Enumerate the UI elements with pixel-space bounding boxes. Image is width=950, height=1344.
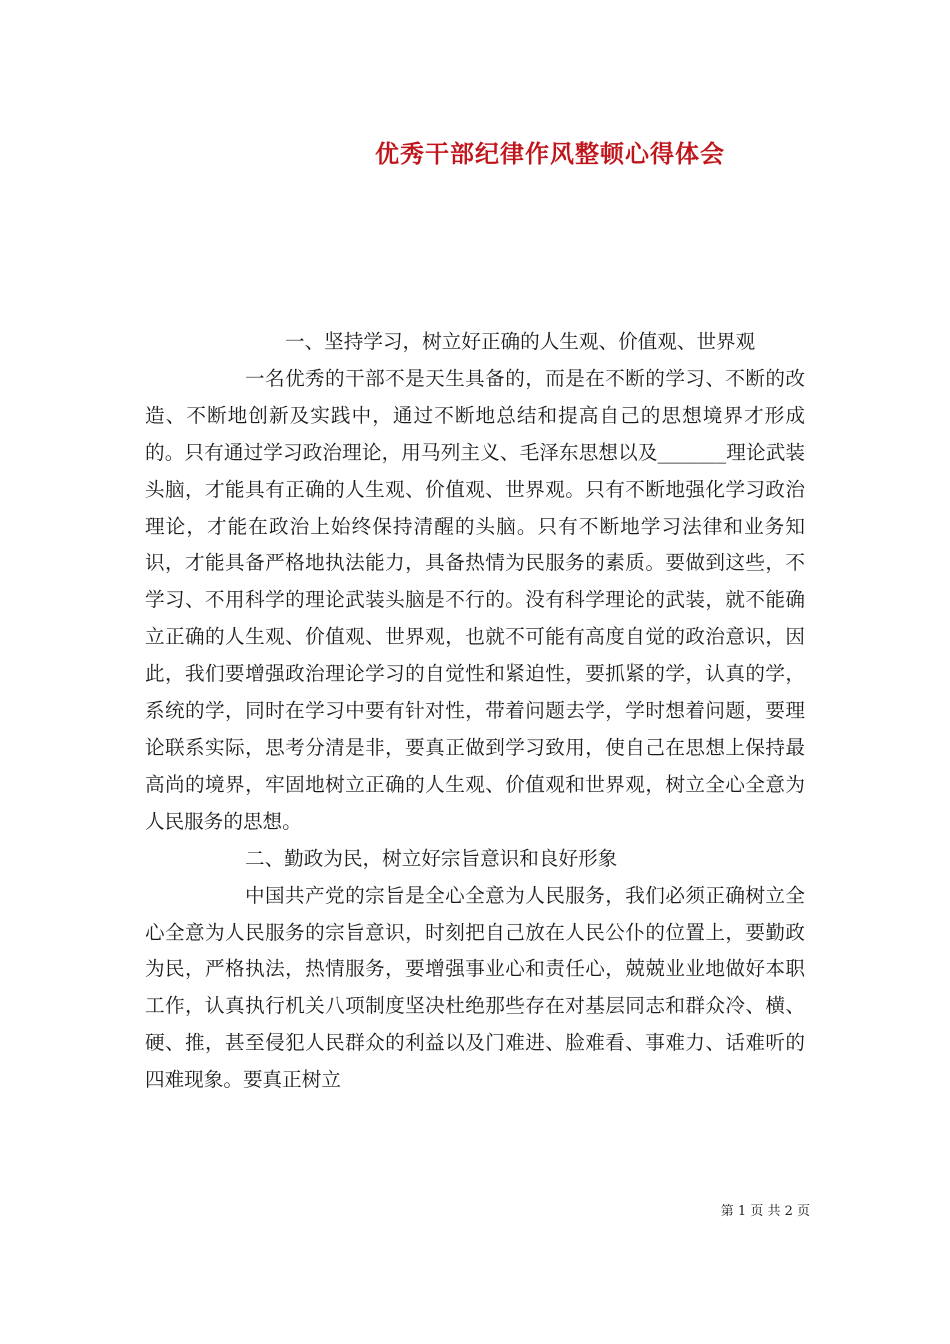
page-number-footer: 第 1 页 共 2 页 [720,1204,810,1219]
body-paragraph: 中国共产党的宗旨是全心全意为人民服务，我们必须正确树立全心全意为人民服务的宗旨意识，时刻把自己放在人民公仆的位置上，要勤政为民，严格执法，热情服务，要增强事业心和责任心，兢兢业业地做好本职工作，认真执行机关八项制度坚决杜绝那些存在对基层同志和群众冷、横、硬、推，甚至侵犯人民群众的利益以及门难进、脸难看、事难力、话难听的四难现象。要真正树立 [145,883,805,1092]
section-heading: 一、坚持学习，树立好正确的人生观、价值观、世界观 [285,330,756,353]
section-heading: 二、勤政为民，树立好宗旨意识和良好形象 [245,846,618,870]
document-body [145,324,805,1099]
page-title: 优秀干部纪律作风整顿心得体会 [375,139,725,168]
body-paragraph: 一名优秀的干部不是天生具备的，而是在不断的学习、不断的改造、不断地创新及实践中，通过不断地总结和提高自己的思想境界才形成的。只有通过学习政治理论，用马列主义、毛泽东思想以及_______理论武装头脑，才能具有正确的人生观、价值观、世界观。只有不断地强化学习政治理论，才能在政治上始终保持清醒的头脑。只有不断地学习法律和业务知识，才能具备严格地执法能力，具备热情为民服务的素质。要做到这些，不学习、不用科学的理论武装头脑是不行的。没有科学理论的武装，就不能确立正确的人生观、价值观、世界观，也就不可能有高度自觉的政治意识，因此，我们要增强政治理论学习的自觉性和紧迫性，要抓紧的学，认真的学，系统的学，同时在学习中要有针对性，带着问题去学，学时想着问题，要理论联系实际，思考分清是非，要真正做到学习致用，使自己在思想上保持最高尚的境界，牢固地树立正确的人生观、价值观和世界观，树立全心全意为人民服务的思想。 [145,366,805,833]
